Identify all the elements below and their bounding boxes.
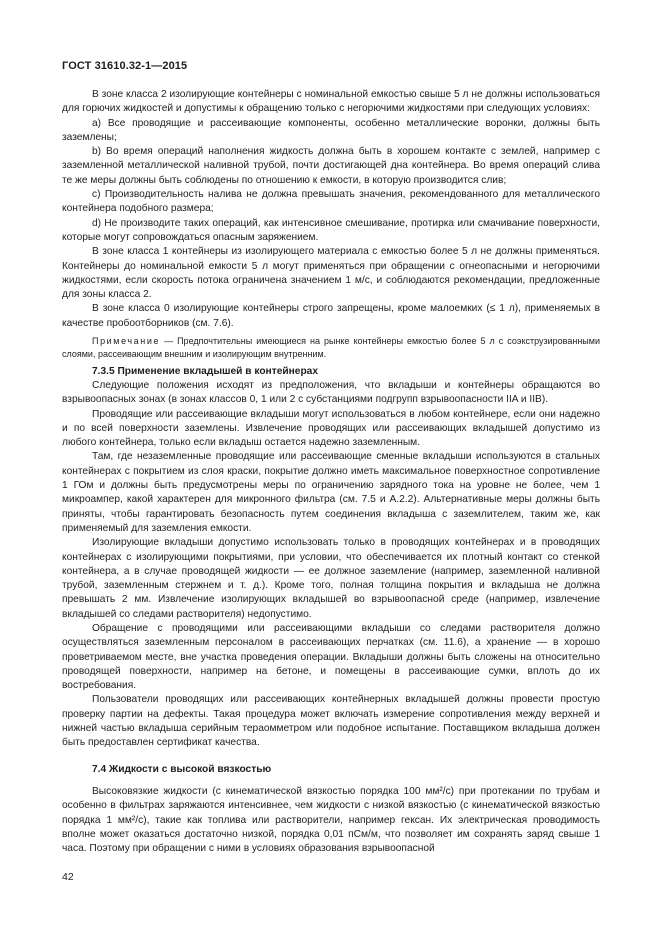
page-content — [62, 88, 600, 856]
note-label: Примечание — [92, 336, 161, 347]
paragraph: d) Не производите таких операций, как интенсивное смешивание, протирка или смачивание поверхности, которые могут сопровождаться опасным заряжением. — [62, 217, 600, 243]
paragraph: Следующие положения исходят из предположения, что вкладыши и контейнеры обращаются во взрывоопасных зонах (в зонах классов 0, 1 или 2 с субстанциями подгрупп взрывоопасности IIA и IIB). — [62, 379, 600, 406]
note — [62, 335, 600, 361]
paragraph: Изолирующие вкладыши допустимо использовать только в проводящих контейнерах и в проводящих контейнерах с изолирующими покрытиями, при условии, что обеспечивается их плотный контакт со стенкой контейнера, а в случае проводящей жидкости — ее должное заземление (например, заземленной наливной трубой, заземленным стержнем и т. д.). Кроме того, полная толщина покрытия и вкладыша не должна превышать 2 мм. Извлечение изолирующих вкладышей во взрывоопасной среде (например, извлечение вкладышей со следами растворителя) недопустимо. — [62, 537, 600, 620]
standard-header: ГОСТ 31610.32-1—2015 — [62, 60, 188, 72]
paragraph: В зоне класса 2 изолирующие контейнеры с номинальной емкостью свыше 5 л не должны использоваться для горючих жидкостей и допустимы к обращению только с негорючими жидкостями при следующих условиях: — [62, 89, 600, 115]
paragraph: с) Производительность налива не должна превышать значения, рекомендованного для металлического контейнера подобного размера; — [62, 189, 600, 215]
note-text: — Предпочтительны имеющиеся на рынке контейнеры емкостью более 5 л с соэкструзированными слоями, рассеивающим внешним и изолирующим внутренним. — [62, 336, 600, 359]
paragraph: а) Все проводящие и рассеивающие компоненты, особенно металлические воронки, должны быть заземлены; — [62, 117, 600, 143]
paragraph: Обращение с проводящими или рассеивающими вкладыши со следами растворителя должно осуществляться заземленным персоналом в рассеивающих перчатках (см. 11.6), а хранение — в хорошо проветриваемом месте, вне участка проведения операции. Вкладыши должны быть сложены на относительно проводящей поверхности, например на бетоне, и помещены в рассеивающие сумки, вплоть до их востребования. — [62, 622, 600, 692]
paragraph: Высоковязкие жидкости (с кинематической вязкостью порядка 100 мм²/с) при протекании по трубам и особенно в фильтрах заряжаются интенсивнее, чем жидкости с низкой вязкостью (с кинематической вязкостью порядка 1 мм²/с), такие как топлива или растворители, например гексан. Их электрическая проводимость вполне может оказаться достаточно низкой, порядка 0,01 пСм/м, что позволяет им сохранять заряд свыше 1 часа. Поэтому при обращении с ними в условиях образования взрывоопасной — [62, 785, 600, 855]
section-heading: 7.4 Жидкости с высокой вязкостью — [92, 763, 272, 775]
paragraph: b) Во время операций наполнения жидкость должна быть в хорошем контакте с землей, например с заземленной металлической наливной трубой, почти достигающей дна контейнера. Во время операций слива те же меры должны быть соблюдены по отношению к емкости, в которую производится слив; — [62, 146, 600, 186]
paragraph: В зоне класса 0 изолирующие контейнеры строго запрещены, кроме малоемких (≤ 1 л), применяемых в качестве пробоотборников (см. 7.6). — [62, 303, 600, 329]
paragraph: В зоне класса 1 контейнеры из изолирующего материала с емкостью более 5 л не должны применяться. Контейнеры до номинальной емкости 5 л могут применяться при обращении с огнеопасными и негорючими жидкостями, если скорость потока ограничена значением 1 м/с, и соблюдаются рекомендации, предложенные для зоны класса 2. — [62, 246, 600, 301]
paragraph: Пользователи проводящих или рассеивающих контейнерных вкладышей должны провести простую проверку партии на дефекты. Такая процедура может включать измерение сопротивления между верхней и нижней частью вкладыша серийным тераомметром или подобное испытание. Поставщиком вкладыша должен быть предоставлен сертификат качества. — [62, 694, 600, 749]
section-heading: 7.3.5 Применение вкладышей в контейнерах — [92, 365, 318, 377]
paragraph: Там, где незаземленные проводящие или рассеивающие сменные вкладыши используются в стальных контейнерах с покрытием из слоя краски, покрытие должно иметь максимальное поверхностное сопротивление 1 ГОм и должны быть предусмотрены меры по ограничению зарядного тока на уровне не более, чем 1 микроампер, какой характерен для микронного фильтра (см. 7.5 и А.2.2). Альтернативные меры должны быть приняты, чтобы гарантировать безопасность путем соединения вкладыша с заземлителем, таким же, как применяемый для заземления емкости. — [62, 451, 600, 534]
page-number: 42 — [62, 871, 74, 883]
paragraph: Проводящие или рассеивающие вкладыши могут использоваться в любом контейнере, если они надежно и по всей поверхности заземлены. Извлечение проводящих или рассеивающих вкладышей допустимо из любого контейнера, только если вкладыш остается надежно заземленным. — [62, 408, 600, 449]
